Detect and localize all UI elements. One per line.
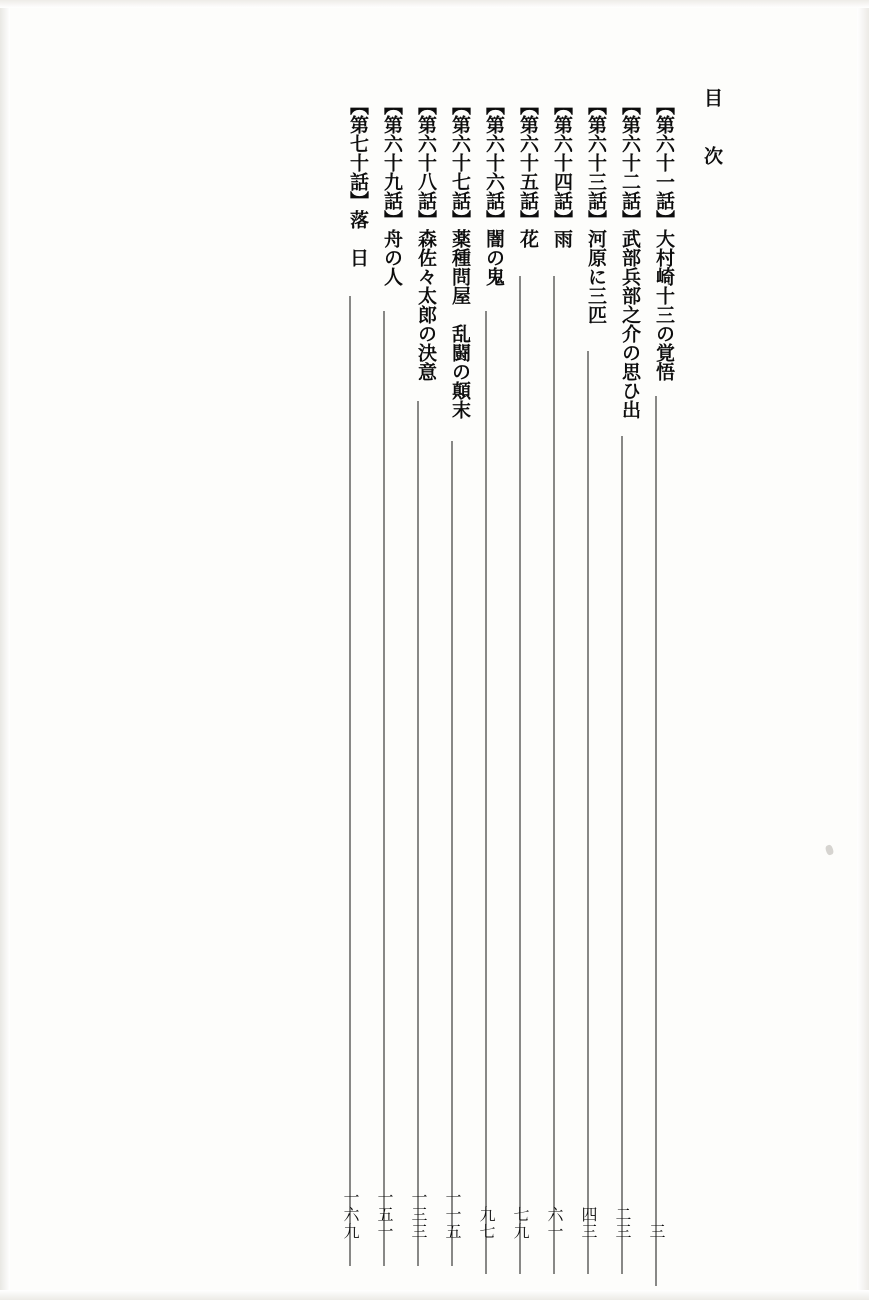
toc-page-number: 二三 [613, 1206, 632, 1240]
toc-entry-label: 【第六十二話】武部兵部之介の思ひ出 [619, 96, 641, 419]
toc-entry[interactable] [571, 96, 605, 1240]
toc-page-number: 四三 [579, 1206, 598, 1240]
toc-entry-label: 【第六十九話】舟の人 [381, 96, 403, 286]
toc-leader-line [588, 351, 589, 1274]
page-title: 目 次 [701, 88, 723, 175]
toc-leader-line [622, 436, 623, 1274]
toc-leader-line [486, 311, 487, 1274]
toc-page-number: 一六九 [341, 1189, 360, 1240]
toc-entry[interactable] [333, 96, 367, 1240]
toc-page-number: 六一 [545, 1206, 564, 1240]
toc-entry[interactable] [503, 96, 537, 1240]
toc-page-number: 三 [647, 1223, 666, 1240]
toc-entry-label: 【第六十四話】雨 [551, 96, 573, 248]
scan-edge-left [0, 0, 10, 1300]
toc-entry[interactable] [605, 96, 639, 1240]
paper-blemish [825, 844, 835, 856]
toc-page-number: 九七 [477, 1206, 496, 1240]
toc-entry-label: 【第六十一話】大村崎十三の覚悟 [653, 96, 675, 381]
toc-entry[interactable] [639, 96, 673, 1240]
toc-entry-label: 【第六十三話】河原に三匹 [585, 96, 607, 324]
toc-page-number: 七九 [511, 1206, 530, 1240]
toc-entry-label: 【第六十五話】花 [517, 96, 539, 248]
toc-leader-line [554, 276, 555, 1274]
toc-leader-line [350, 296, 351, 1266]
toc-page-number: 一三三 [409, 1189, 428, 1240]
scan-edge-right [857, 0, 869, 1300]
toc-entry[interactable] [367, 96, 401, 1240]
toc-entry[interactable] [435, 96, 469, 1240]
toc-leader-line [418, 401, 419, 1266]
scan-edge-top [0, 0, 869, 8]
toc-entry[interactable] [469, 96, 503, 1240]
toc-leader-line [452, 441, 453, 1266]
toc-entry-label: 【第六十六話】闇の鬼 [483, 96, 505, 286]
toc-leader-line [384, 311, 385, 1266]
toc-leader-line [520, 276, 521, 1274]
scan-edge-bottom [0, 1290, 869, 1300]
toc-page-number: 一一五 [443, 1189, 462, 1240]
table-of-contents [235, 96, 673, 1240]
toc-entry[interactable] [537, 96, 571, 1240]
toc-page-number: 一五一 [375, 1189, 394, 1240]
toc-entry-label: 【第七十話】落 日 [347, 96, 369, 267]
toc-entry-label: 【第六十七話】薬種問屋 乱闘の顛末 [449, 96, 471, 419]
toc-leader-line [656, 396, 657, 1286]
toc-entry-label: 【第六十八話】森佐々太郎の決意 [415, 96, 437, 381]
toc-entry[interactable] [401, 96, 435, 1240]
